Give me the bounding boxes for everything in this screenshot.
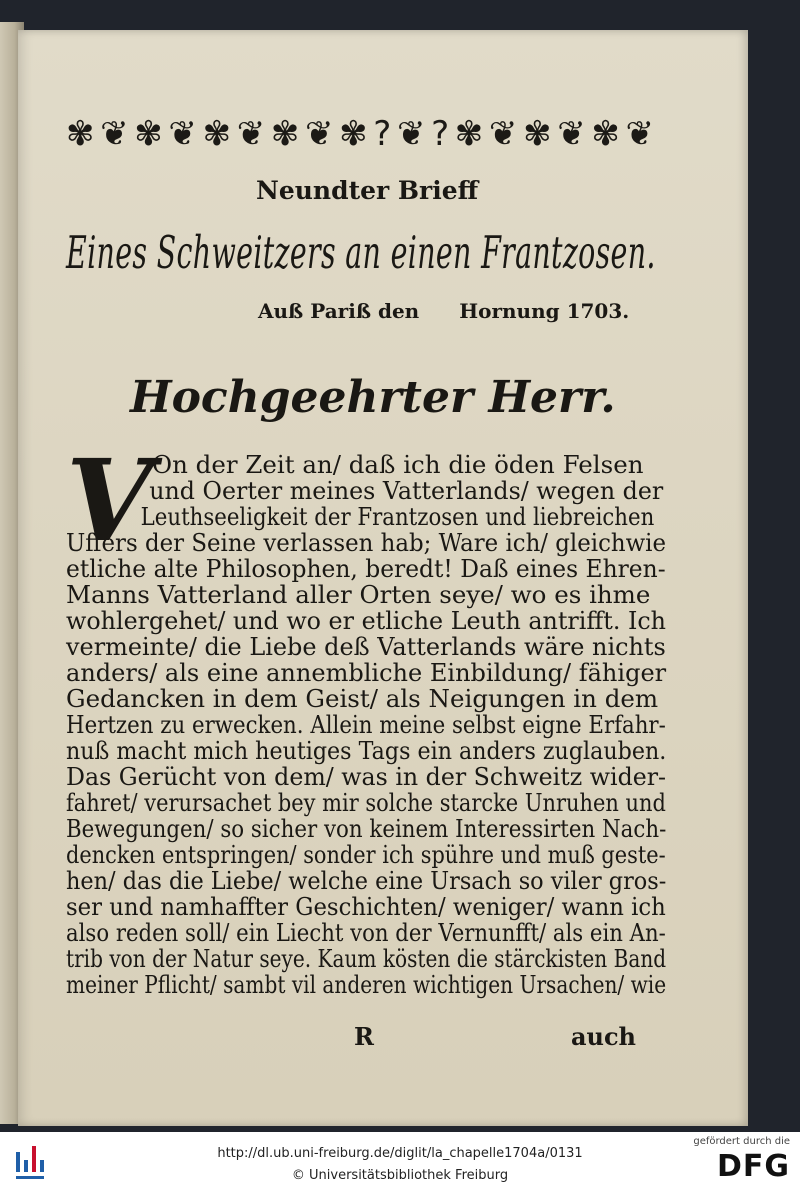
ornament-glyph: ❦ [557, 114, 584, 154]
ornament-glyph: ✾ [202, 114, 230, 154]
text-line: vermeinte/ die Liebe deß Vatterlands wäre nichts [66, 632, 666, 661]
text-line: Bewegungen/ so sicher von keinem Interessirten Nach- [66, 814, 667, 843]
header-ornament [66, 112, 652, 156]
ornament-glyph: ❦ [236, 114, 264, 154]
text-line: und Oerter meines Vatterlands/ wegen der [149, 476, 664, 505]
ornament-glyph: ✾ [454, 114, 482, 154]
text-line: Gedancken in dem Geist/ als Neigungen in dem [66, 684, 659, 713]
ornament-glyph: ✾ [339, 114, 366, 154]
letter-title: Eines Schweitzers an einen Frantzosen. [66, 226, 656, 279]
ornament-glyph: ✾ [270, 114, 298, 154]
sponsor-note: gefördert durch die [693, 1136, 790, 1147]
ornament-glyph: ❦ [625, 114, 652, 154]
text-line: Hertzen zu erwecken. Allein meine selbst eigne Erfahr- [66, 710, 666, 739]
ornament-glyph: ❦ [396, 114, 424, 154]
text-line: dencken entspringen/ sonder ich spühre und muß geste- [66, 840, 666, 869]
page-footer-marks [66, 1022, 636, 1052]
ornament-glyph: ❦ [100, 114, 127, 154]
text-line: hen/ das die Liebe/ welche eine Ursach so viler gros- [66, 866, 667, 895]
dfg-logo[interactable]: DFG [716, 1149, 790, 1184]
ornament-glyph: ❦ [304, 114, 332, 154]
ornament-glyph: ✾ [66, 114, 93, 154]
dateline-place: Auß Pariß den [258, 299, 420, 323]
text-line: Das Gerücht von dem/ was in der Schweitz wider- [66, 762, 667, 791]
text-line: nuß macht mich heutiges Tags ein anders zuglauben. [66, 736, 667, 765]
salutation: Hochgeehrter Herr. [130, 372, 616, 423]
text-line: anders/ als eine annembliche Einbildung/ fähiger [66, 658, 667, 687]
text-line: etliche alte Philosophen, beredt! Daß eines Ehren- [66, 554, 666, 583]
viewer-footer [0, 1132, 800, 1191]
text-line: meiner Pflicht/ sambt vil anderen wichtigen Ursachen/ wie [66, 970, 667, 999]
text-line: ser und namhaffter Geschichten/ weniger/ wann ich [66, 892, 666, 921]
ornament-glyph: ? [373, 114, 390, 154]
ornament-glyph: ✾ [134, 114, 161, 154]
text-line: Leuthseeligkeit der Frantzosen und liebreichen [140, 502, 655, 531]
ornament-glyph: ✾ [591, 114, 618, 154]
dateline-date: Hornung 1703. [459, 299, 630, 323]
text-line: On der Zeit an/ daß ich die öden Felsen [152, 450, 644, 479]
signature-mark: R [354, 1022, 374, 1051]
catchword: auch [570, 1022, 636, 1051]
ornament-glyph: ❦ [168, 114, 195, 154]
dateline [258, 299, 629, 323]
text-line: fahret/ verursachet bey mir solche starcke Unruhen und [66, 788, 666, 817]
text-line: trib von der Natur seye. Kaum kösten die stärckisten Band [66, 944, 667, 973]
text-line: wohlergehet/ und wo er etliche Leuth antrifft. Ich [66, 606, 666, 635]
text-line: Uffers der Seine verlassen hab; Ware ich/ gleichwie [66, 528, 667, 557]
copyright-text: © Universitätsbibliothek Freiburg [291, 1168, 509, 1183]
letter-body [66, 436, 667, 999]
letter-subtitle: Neundter Brieff [256, 176, 479, 205]
text-line: also reden soll/ ein Liecht von der Vernunfft/ als ein An- [66, 918, 666, 947]
ornament-glyph: ✾ [523, 114, 550, 154]
page-url-link[interactable]: http://dl.ub.uni-freiburg.de/diglit/la_chapelle1704a/0131 [217, 1146, 583, 1161]
ornament-glyph: ? [431, 114, 448, 154]
ornament-glyph: ❦ [488, 114, 516, 154]
text-line: Manns Vatterland aller Orten seye/ wo es ihme [66, 580, 651, 609]
drop-cap: V [66, 436, 153, 567]
